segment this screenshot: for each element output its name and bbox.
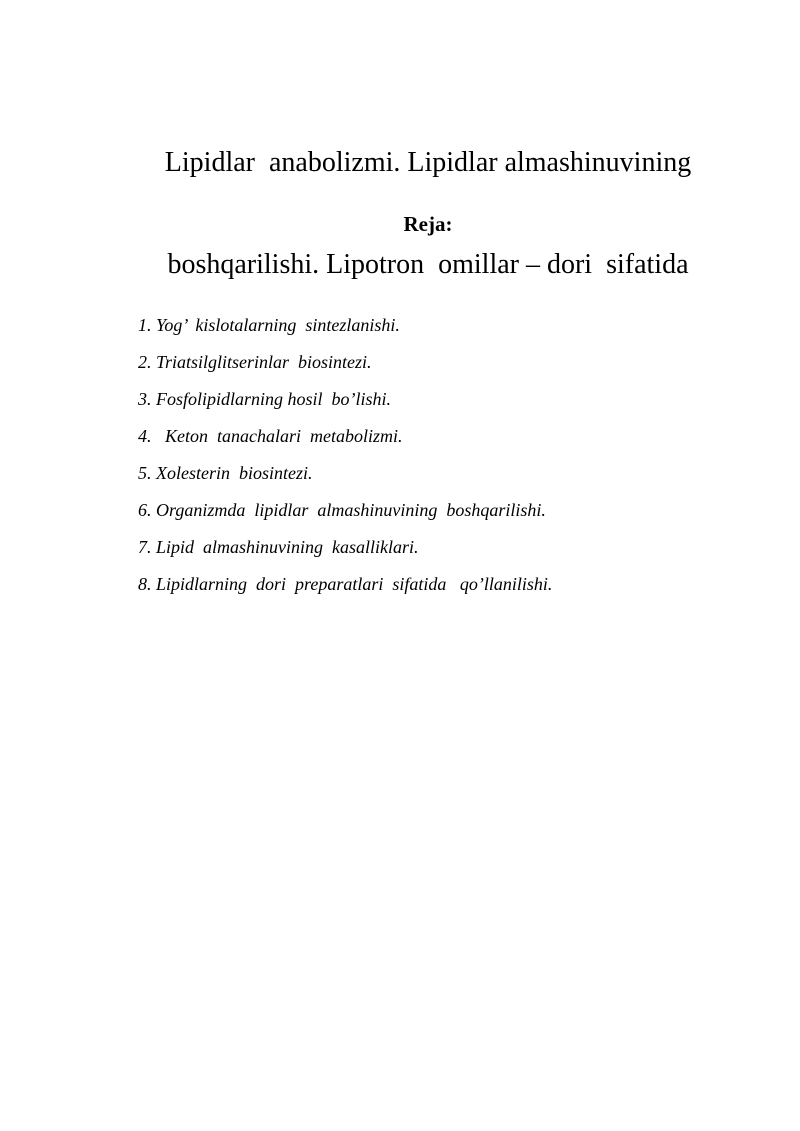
title-line-2: boshqarilishi. Lipotron omillar – dori sifatida <box>167 249 689 280</box>
plan-item-4: 4. Keton tanachalari metabolizmi. <box>138 426 403 446</box>
plan-item-5: 5. Xolesterin biosintezi. <box>138 463 313 483</box>
plan-item-6: 6. Organizmda lipidlar almashinuvining boshqarilishi. <box>138 500 546 520</box>
title-line-1: Lipidlar anabolizmi. Lipidlar almashinuvining <box>164 147 692 178</box>
plan-heading: Reja: <box>403 212 453 236</box>
plan-list <box>138 307 758 603</box>
plan-item-1: 1. Yog’ kislotalarning sintezlanishi. <box>138 315 400 335</box>
plan-item-2: 2. Triatsilglitserinlar biosintezi. <box>138 352 372 372</box>
plan-item-7: 7. Lipid almashinuvining kasalliklari. <box>138 537 419 557</box>
plan-item-8: 8. Lipidlarning dori preparatlari sifatida qo’llanilishi. <box>138 574 553 594</box>
plan-item-3: 3. Fosfolipidlarning hosil bo’lishi. <box>138 389 392 409</box>
